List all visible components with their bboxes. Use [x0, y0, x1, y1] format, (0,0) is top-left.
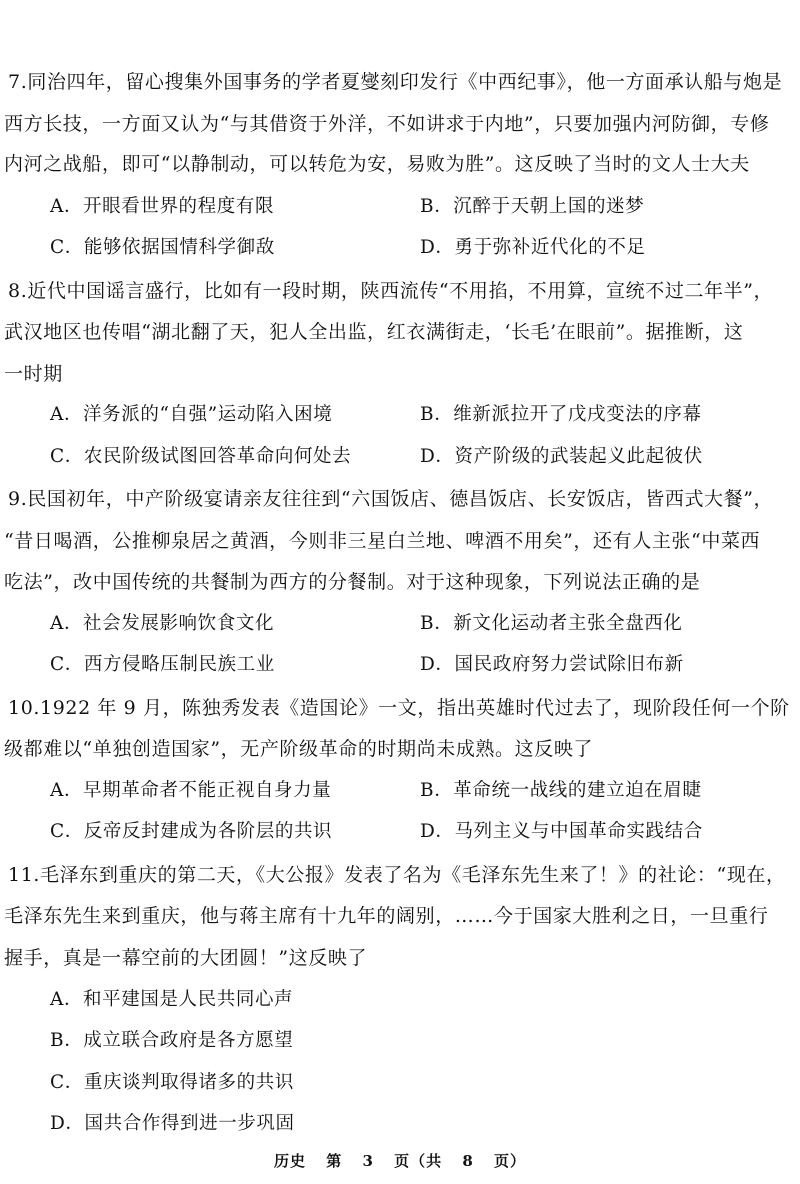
question-7-option-c: C．能够依据国情科学御敌 [50, 237, 275, 258]
question-8-option-a: A．洋务派的“自强”运动陷入困境 [50, 404, 333, 425]
question-8-stem-line-3: 一时期 [4, 363, 63, 385]
question-8-stem-line-1: 8.近代中国谣言盛行，比如有一段时期，陕西流传“不用掐，不用算，宣统不过二年半”， [8, 280, 774, 302]
question-8-stem-line-2: 武汉地区也传唱“湖北翻了天，犯人全出监，红衣满街走，‘长毛’在眼前”。据推断，这 [4, 321, 744, 343]
question-11-stem-line-2: 毛泽东先生来到重庆，他与蒋主席有十九年的阔别，……今于国家大胜利之日，一旦重行 [4, 905, 769, 927]
question-10-stem-line-1: 10.1922 年 9 月，陈独秀发表《造国论》一文，指出英雄时代过去了，现阶段任何一个阶 [8, 697, 790, 719]
question-10-option-a: A．早期革命者不能正视自身力量 [50, 780, 332, 801]
question-8-option-b: B．维新派拉开了戊戌变法的序幕 [420, 404, 702, 425]
question-10-option-b: B．革命统一战线的建立迫在眉睫 [420, 780, 702, 801]
question-11-option-b: B．成立联合政府是各方愿望 [50, 1030, 294, 1051]
question-7-stem-line-1: 7.同治四年，留心搜集外国事务的学者夏燮刻印发行《中西纪事》，他一方面承认船与炮是 [8, 71, 783, 93]
question-7-option-b: B．沉醉于天朝上国的迷梦 [420, 196, 645, 217]
question-11-option-a: A．和平建国是人民共同心声 [50, 989, 294, 1010]
footer-subject: 历史 [273, 1152, 306, 1170]
question-9-option-b: B．新文化运动者主张全盘西化 [420, 613, 683, 634]
question-7-stem-line-2: 西方长技，一方面又认为“与其借资于外洋，不如讲求于内地”，只要加强内河防御，专修 [4, 113, 770, 135]
question-9-stem-line-2: “昔日喝酒，公推柳泉居之黄酒，今则非三星白兰地、啤酒不用矣”，还有人主张“中菜西 [4, 530, 761, 552]
footer-total-pages: （共 8 页） [410, 1152, 527, 1170]
page-footer [0, 1150, 800, 1171]
question-9-stem-line-1: 9.民国初年，中产阶级宴请亲友往往到“六国饭店、德昌饭店、长安饭店，皆西式大餐”， [8, 488, 774, 510]
question-11-option-d: D．国共合作得到进一步巩固 [50, 1113, 295, 1134]
question-9-stem-line-3: 吃法”，改中国传统的共餐制为西方的分餐制。对于这种现象，下列说法正确的是 [4, 571, 701, 593]
footer-page-number: 第 3 页 [326, 1152, 411, 1170]
question-11-stem-line-1: 11.毛泽东到重庆的第二天，《大公报》发表了名为《毛泽东先生来了！》的社论：“现在， [8, 864, 786, 886]
question-8-option-c: C．农民阶级试图回答革命向何处去 [50, 446, 352, 467]
question-7-option-a: A．开眼看世界的程度有限 [50, 196, 275, 217]
question-10-option-d: D．马列主义与中国革命实践结合 [420, 821, 703, 842]
question-11-option-c: C．重庆谈判取得诸多的共识 [50, 1072, 294, 1093]
question-9-option-c: C．西方侵略压制民族工业 [50, 654, 275, 675]
question-9-option-a: A．社会发展影响饮食文化 [50, 613, 275, 634]
question-10-stem-line-2: 级都难以“单独创造国家”，无产阶级革命的时期尚未成熟。这反映了 [4, 738, 594, 760]
question-8-option-d: D．资产阶级的武装起义此起彼伏 [420, 446, 703, 467]
question-7-option-d: D．勇于弥补近代化的不足 [420, 237, 646, 258]
question-7-stem-line-3: 内河之战船，即可“以静制动，可以转危为安，易败为胜”。这反映了当时的文人士大夫 [4, 153, 750, 175]
question-9-option-d: D．国民政府努力尝试除旧布新 [420, 654, 684, 675]
question-11-stem-line-3: 握手，真是一幕空前的大团圆！”这反映了 [4, 947, 368, 969]
question-10-option-c: C．反帝反封建成为各阶层的共识 [50, 821, 333, 842]
